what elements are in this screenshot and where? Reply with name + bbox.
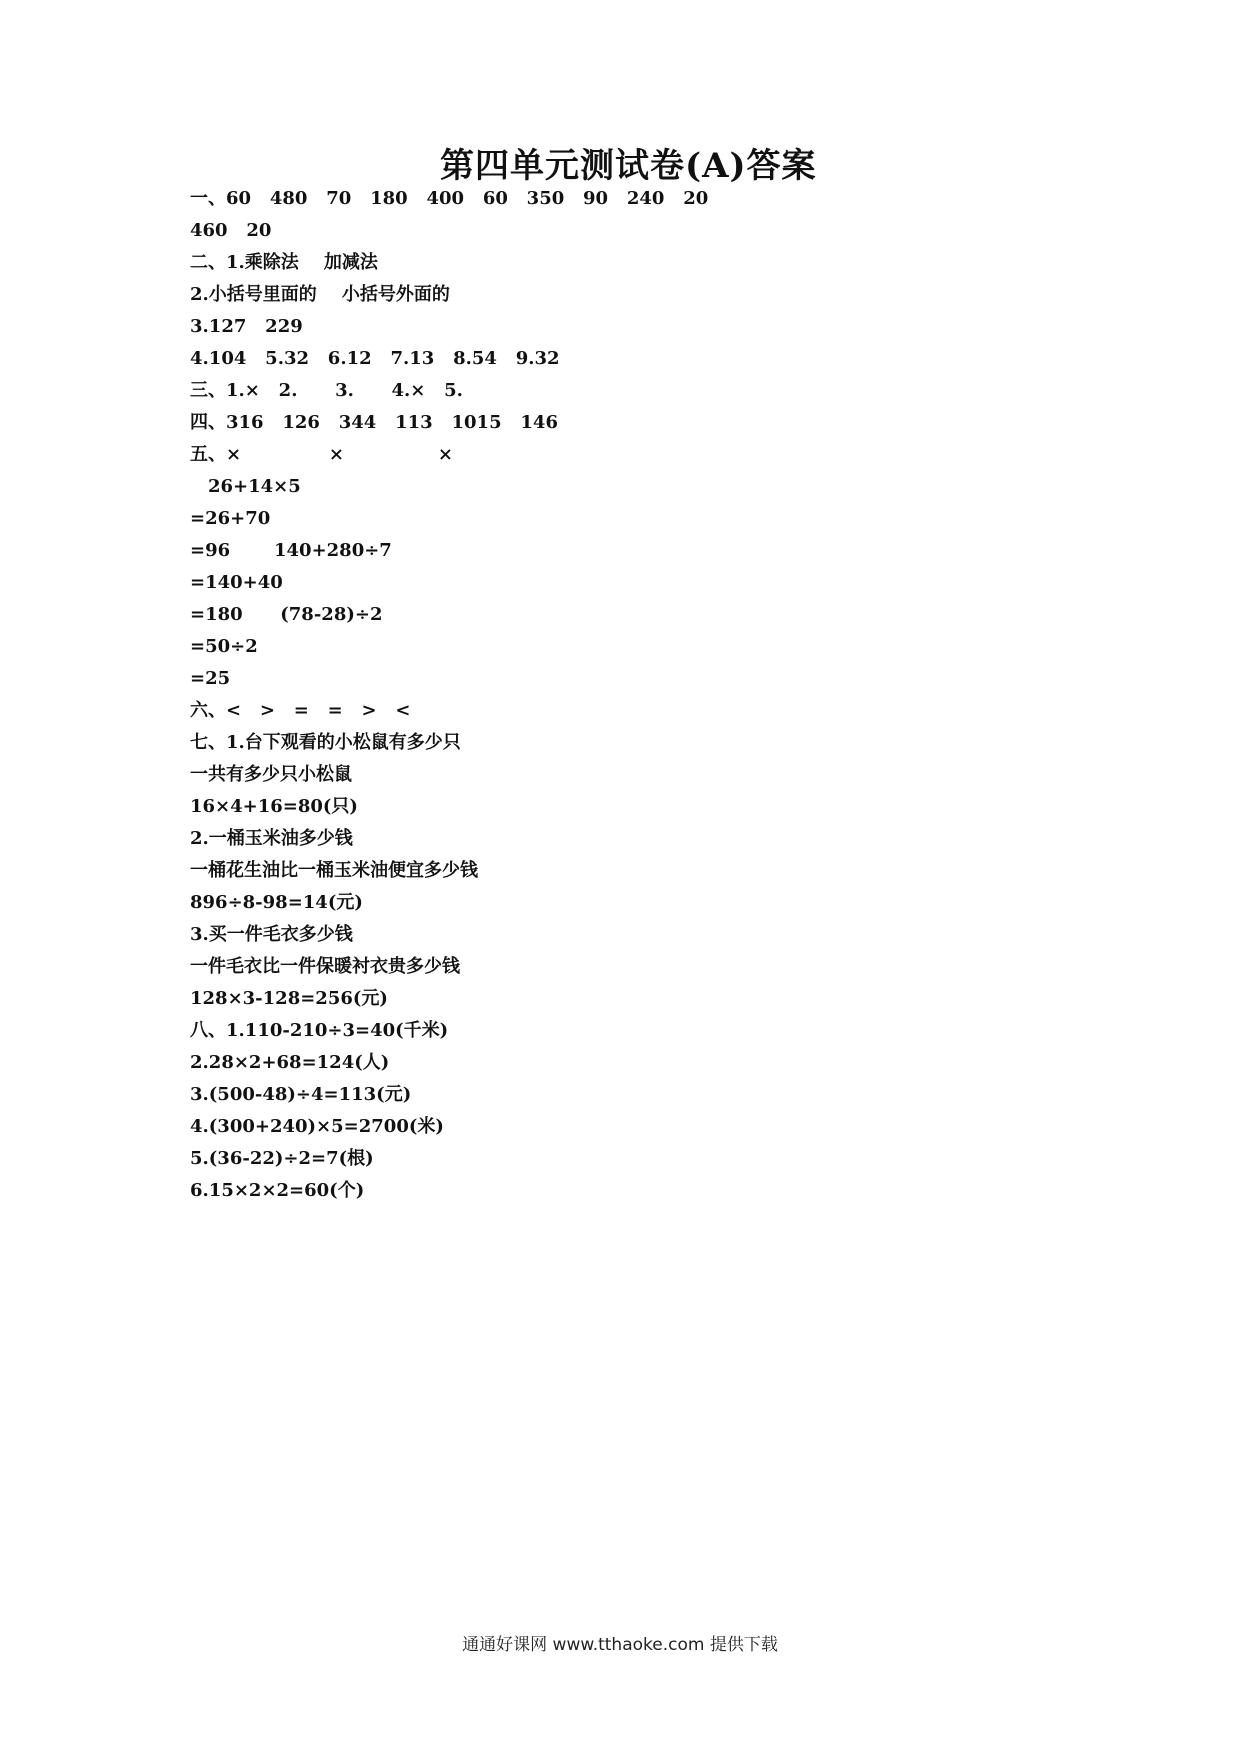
answer-line: 3.(500-48)÷4=113(元) — [190, 1084, 412, 1105]
answer-line: 6.15×2×2=60(个) — [190, 1180, 365, 1201]
answer-line: 一桶花生油比一桶玉米油便宜多少钱 — [190, 860, 478, 881]
answer-line: 2.28×2+68=124(人) — [190, 1052, 390, 1073]
answer-line: 2.小括号里面的 小括号外面的 — [190, 284, 450, 305]
answer-line: =96 140+280÷7 — [190, 540, 392, 561]
page-title: 第四单元测试卷(A)答案 — [440, 146, 817, 186]
answer-line: 896÷8-98=14(元) — [190, 892, 363, 913]
answer-line: 八、1.110-210÷3=40(千米) — [190, 1020, 449, 1041]
answer-line: 一、60 480 70 180 400 60 350 90 240 20 — [190, 188, 709, 209]
answer-line: 4.(300+240)×5=2700(米) — [190, 1116, 444, 1137]
answer-line: 26+14×5 — [208, 476, 301, 497]
answer-line: 二、1.乘除法 加减法 — [190, 252, 378, 273]
footer-credit: 通通好课网 www.tthaoke.com 提供下载 — [462, 1635, 778, 1655]
answer-line: =26+70 — [190, 508, 271, 529]
answer-line: 4.104 5.32 6.12 7.13 8.54 9.32 — [190, 348, 560, 369]
answer-line: =140+40 — [190, 572, 283, 593]
answer-line: 460 20 — [190, 220, 272, 241]
answer-line: =25 — [190, 668, 231, 689]
answer-line: 一件毛衣比一件保暖衬衣贵多少钱 — [190, 956, 460, 977]
answer-list — [190, 183, 990, 1207]
answer-line: 四、316 126 344 113 1015 146 — [190, 412, 558, 433]
answer-line: 3.127 229 — [190, 316, 303, 337]
answer-line: 2.一桶玉米油多少钱 — [190, 828, 353, 849]
answer-line: 六、< > = = > < — [190, 700, 411, 721]
answer-line: 七、1.台下观看的小松鼠有多少只 — [190, 732, 461, 753]
answer-line: 16×4+16=80(只) — [190, 796, 358, 817]
answer-line: 三、1.× 2. 3. 4.× 5. — [190, 380, 463, 401]
answer-line: =180 (78-28)÷2 — [190, 604, 383, 625]
answer-line: 五、× × × — [190, 444, 453, 465]
answer-line: 一共有多少只小松鼠 — [190, 764, 352, 785]
answer-line: =50÷2 — [190, 636, 258, 657]
answer-line: 128×3-128=256(元) — [190, 988, 388, 1009]
answer-line: 5.(36-22)÷2=7(根) — [190, 1148, 374, 1169]
answer-line: 3.买一件毛衣多少钱 — [190, 924, 353, 945]
